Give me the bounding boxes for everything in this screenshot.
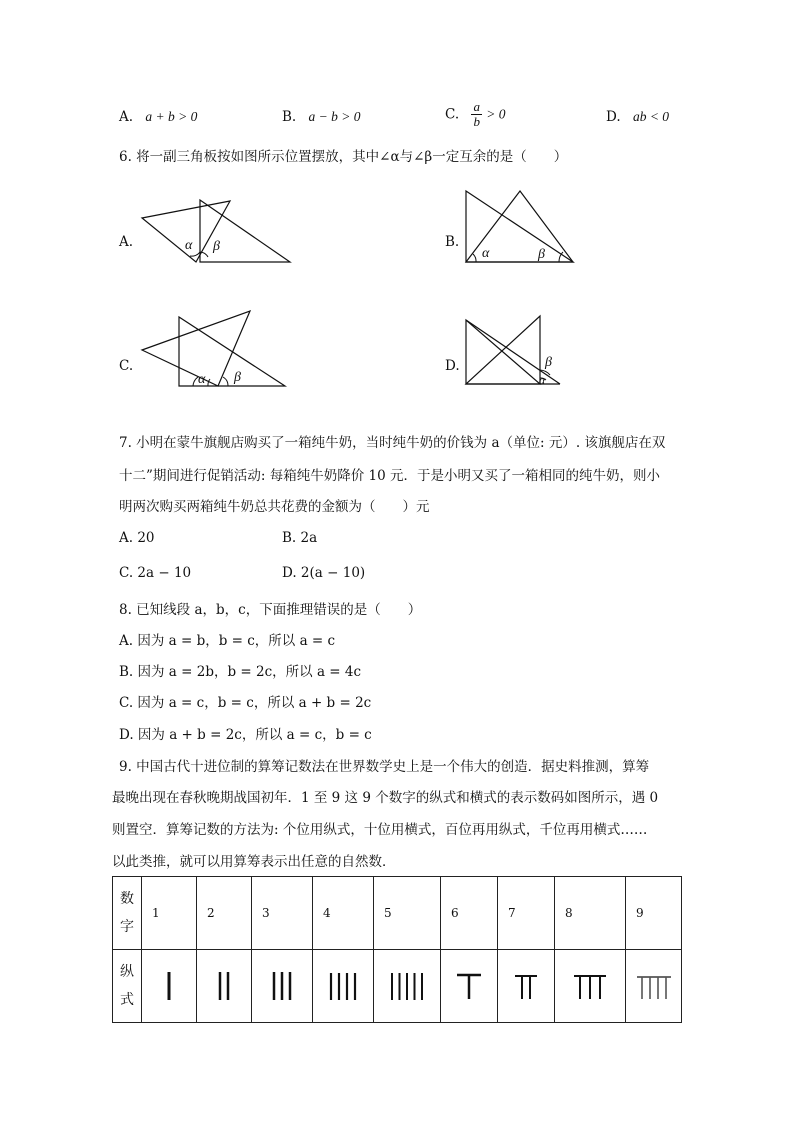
rod-symbol-3 (252, 950, 313, 1023)
q9-line-1: 9. 中国古代十进位制的算筹记数法在世界数学史上是一个伟大的创造．据史料推测，算筹 (119, 759, 650, 775)
rod-symbol-9 (626, 950, 682, 1023)
counting-rods-table (112, 876, 682, 1023)
table-head-vertical (113, 950, 142, 1023)
q5-option-c-rest: > 0 (486, 106, 506, 122)
q6-b-beta: β (538, 247, 545, 262)
q8-option-c: C. 因为 a = c，b = c，所以 a + b = 2c (119, 695, 372, 711)
q8-option-d: D. 因为 a + b = 2c，所以 a = c，b = c (119, 727, 372, 743)
table-digit-1: 1 (142, 877, 197, 950)
q6-c-beta: β (234, 370, 241, 385)
rod-symbol-6 (441, 950, 498, 1023)
q5-option-b-expr: a − b > 0 (308, 109, 361, 124)
table-digit-7: 7 (498, 877, 555, 950)
table-digit-2: 2 (197, 877, 252, 950)
q7-line-1: 7. 小明在蒙牛旗舰店购买了一箱纯牛奶，当时纯牛奶的价钱为 a（单位: 元）. 该旗舰店在双 (119, 435, 666, 451)
q6-a-beta: β (213, 239, 220, 254)
q5-option-c-label: C. (445, 106, 460, 123)
table-head-digit-char-2: 字 (120, 919, 134, 935)
rod-symbol-1 (142, 950, 197, 1023)
rod-symbol-8 (555, 950, 626, 1023)
q5-option-d-expr: ab < 0 (632, 109, 670, 124)
table-head-vertical-char-1: 纵 (120, 964, 134, 980)
q7-option-c: C. 2a − 10 (119, 565, 192, 581)
table-row-vertical-form (113, 950, 682, 1023)
q5-option-d-label: D. (606, 109, 621, 125)
q6-d-alpha: α (539, 373, 546, 387)
q6-option-a-label: A. (119, 234, 134, 250)
table-digit-8: 8 (555, 877, 626, 950)
q7-line-2: 十二”期间进行促销活动: 每箱纯牛奶降价 10 元．于是小明又买了一箱相同的纯牛奶，则小 (119, 468, 661, 484)
q6-option-c-label: C. (119, 358, 134, 374)
q8-option-b: B. 因为 a = 2b，b = 2c，所以 a = 4c (119, 664, 362, 680)
table-head-digit (113, 877, 142, 950)
q7-option-b: B. 2a (282, 530, 318, 546)
q5-option-c-denominator: b (473, 114, 480, 129)
q9-line-2: 最晚出现在春秋晚期战国初年．1 至 9 这 9 个数字的纵式和横式的表示数码如图所示，遇 0 (112, 790, 659, 806)
table-row-digits (113, 877, 682, 950)
table-digit-4: 4 (313, 877, 374, 950)
table-digit-5: 5 (374, 877, 441, 950)
q8-stem: 8. 已知线段 a，b，c，下面推理错误的是（ ） (119, 602, 422, 618)
q8-option-a: A. 因为 a = b，b = c，所以 a = c (119, 633, 336, 649)
q7-option-a: A. 20 (119, 530, 155, 546)
q6-a-alpha: α (185, 238, 193, 253)
q5-option-c-numerator: a (473, 99, 480, 114)
table-digit-6: 6 (441, 877, 498, 950)
rod-symbol-5 (374, 950, 441, 1023)
q6-stem: 6. 将一副三角板按如图所示位置摆放，其中∠α与∠β一定互余的是（ ） (119, 149, 568, 165)
rod-symbol-7 (498, 950, 555, 1023)
q5-option-a-label: A. (119, 109, 134, 125)
q6-option-d-label: D. (445, 358, 460, 374)
q5-option-a-expr: a + b > 0 (145, 109, 198, 124)
table-digit-9: 9 (626, 877, 682, 950)
q6-option-b-label: B. (445, 234, 460, 250)
q7-option-d: D. 2(a − 10) (282, 565, 366, 581)
q6-b-alpha: α (482, 246, 490, 261)
table-head-vertical-char-2: 式 (120, 992, 134, 1008)
q9-line-4: 以此类推，就可以用算筹表示出任意的自然数． (112, 854, 396, 870)
table-digit-3: 3 (252, 877, 313, 950)
rod-symbol-4 (313, 950, 374, 1023)
q6-d-beta: β (545, 355, 552, 370)
table-head-digit-char-1: 数 (120, 891, 134, 907)
rod-symbol-2 (197, 950, 252, 1023)
q9-line-3: 则置空．算筹记数的方法为: 个位用纵式，十位用横式，百位再用纵式，千位再用横式…… (112, 822, 648, 838)
q6-c-alpha: α (198, 372, 206, 387)
q7-line-3: 明两次购买两箱纯牛奶总共花费的金额为（ ）元 (119, 499, 430, 515)
q6-figure-d (0, 0, 794, 400)
q5-option-b-label: B. (282, 109, 297, 125)
